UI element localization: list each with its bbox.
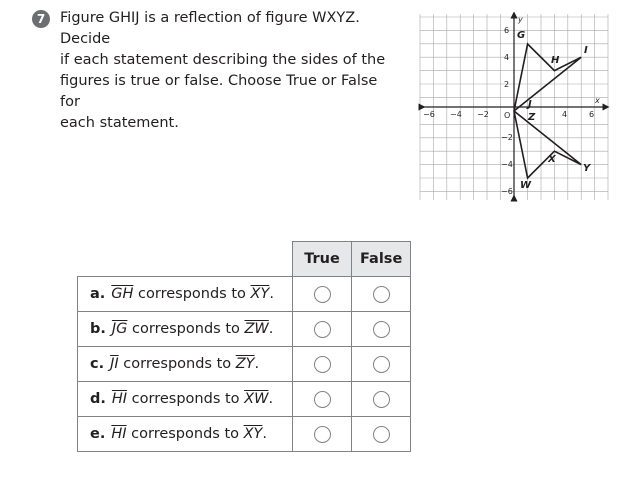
x-tick: −4 <box>450 110 462 119</box>
point-label-z: Z <box>528 112 536 123</box>
prompt-line-3: figures is true or false. Choose True or False for <box>60 73 378 110</box>
y-tick: −4 <box>501 160 513 169</box>
x-tick: 6 <box>589 110 595 119</box>
figure-ghij <box>514 44 581 111</box>
prompt-line-1: Figure GHIJ is a reflection of figure WXYZ. Decide <box>60 10 360 47</box>
point-label-x: X <box>548 154 556 165</box>
figure-wxyz <box>514 111 581 178</box>
question-prompt <box>60 8 390 134</box>
point-label-y: Y <box>583 163 591 174</box>
x-tick: −6 <box>423 110 435 119</box>
y-tick: −2 <box>501 133 513 142</box>
radio-false-a[interactable] <box>373 286 390 303</box>
coordinate-graph <box>418 12 610 202</box>
radio-true-e[interactable] <box>314 426 331 443</box>
statement-b: b. $\overline{JG}$ corresponds to $\overline{ZW}$. <box>78 312 293 347</box>
y-tick: 2 <box>504 80 510 89</box>
origin-label: O <box>504 111 511 120</box>
graph-axes <box>422 15 606 198</box>
prompt-line-2: if each statement describing the sides of the <box>60 52 386 68</box>
y-axis-label: y <box>518 15 523 24</box>
y-tick: 6 <box>504 26 510 35</box>
radio-true-c[interactable] <box>314 356 331 373</box>
radio-true-b[interactable] <box>314 321 331 338</box>
radio-false-b[interactable] <box>373 321 390 338</box>
false-column-header: False <box>352 242 411 277</box>
statement-e: e. $\overline{HI}$ corresponds to $\overline{XY}$. <box>78 417 293 452</box>
question-number-badge: 7 <box>32 10 50 28</box>
true-column-header: True <box>293 242 352 277</box>
table-row <box>78 277 411 312</box>
radio-true-d[interactable] <box>314 391 331 408</box>
x-tick: 4 <box>562 110 568 119</box>
radio-false-e[interactable] <box>373 426 390 443</box>
true-false-table <box>77 241 411 452</box>
x-axis-label: x <box>595 96 600 105</box>
table-row <box>78 312 411 347</box>
point-label-j: J <box>528 99 532 110</box>
statement-d: d. $\overline{HI}$ corresponds to $\overline{XW}$. <box>78 382 293 417</box>
y-tick: −6 <box>501 187 513 196</box>
table-row <box>78 347 411 382</box>
radio-false-d[interactable] <box>373 391 390 408</box>
table-row <box>78 417 411 452</box>
radio-true-a[interactable] <box>314 286 331 303</box>
prompt-line-4: each statement. <box>60 115 179 131</box>
point-label-h: H <box>551 55 560 66</box>
y-tick: 4 <box>504 53 510 62</box>
radio-false-c[interactable] <box>373 356 390 373</box>
point-label-i: I <box>584 45 588 56</box>
point-label-g: G <box>517 30 526 41</box>
statement-a: a. $\overline{GH}$ corresponds to $\overline{XY}$. <box>78 277 293 312</box>
point-label-w: W <box>520 180 532 191</box>
statement-c: c. $\overline{JI}$ corresponds to $\overline{ZY}$. <box>78 347 293 382</box>
x-tick: −2 <box>477 110 489 119</box>
table-row <box>78 382 411 417</box>
